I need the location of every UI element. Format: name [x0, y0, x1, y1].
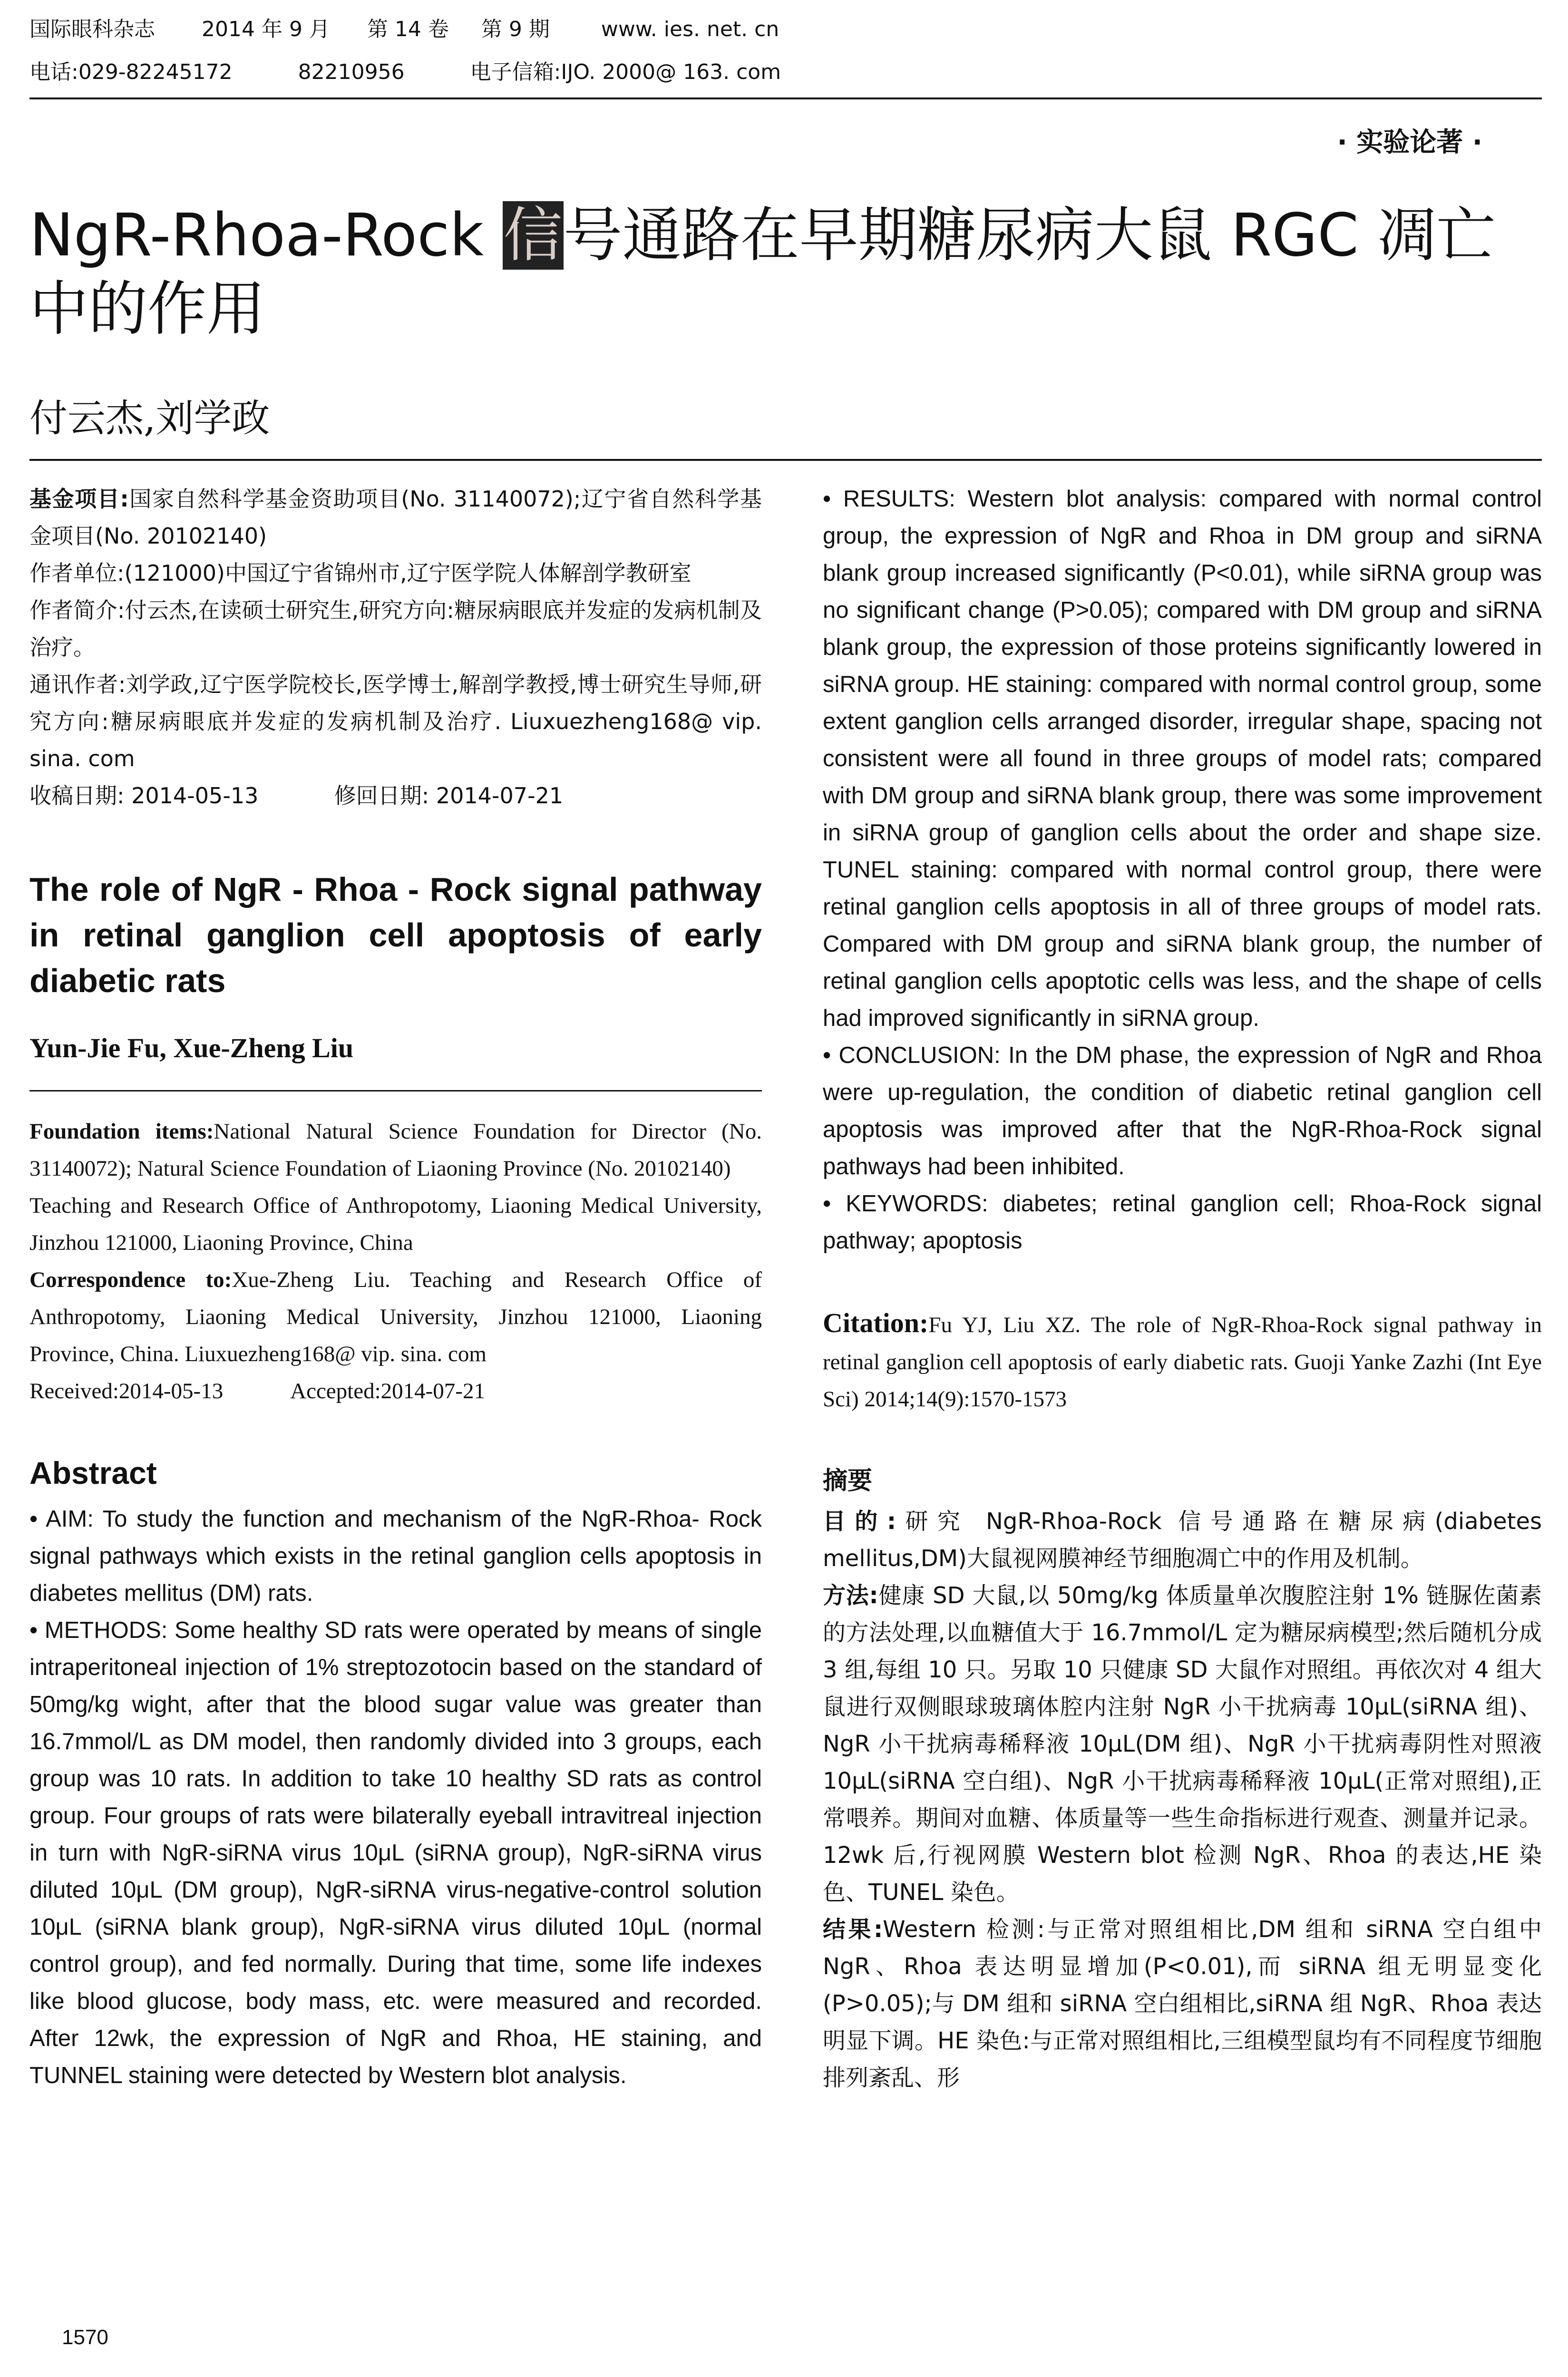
citation-text: Fu YJ, Liu XZ. The role of NgR-Rhoa-Rock signal pathway in retinal ganglion cell apoptosis of early diabetic rats. Guoji Yanke Zazhi (Int Eye Sci) 2014;14(9):1570-1573 — [823, 1313, 1542, 1412]
cn-affiliation: 作者单位:(121000)中国辽宁省锦州市,辽宁医学院人体解剖学教研室 — [29, 560, 691, 586]
issue-date: 2014 年 9 月 — [202, 17, 330, 41]
volume: 第 14 卷 — [367, 17, 449, 41]
title-cn-line2: 中的作用 — [29, 275, 266, 343]
en-affiliation: Teaching and Research Office of Anthropotomy, Liaoning Medical University, Jinzhou 121000, Liaoning Province, China — [29, 1193, 762, 1255]
abstract-en-left — [29, 1500, 762, 2094]
title-cn-prefix: NgR-Rhoa-Rock — [29, 201, 503, 270]
header-rule — [29, 97, 1542, 99]
right-column — [823, 480, 1542, 2096]
title-cn-suffix: 号通路在早期糖尿病大鼠 RGC 凋亡 — [563, 201, 1496, 270]
title-cn-line1 — [29, 200, 1495, 271]
cn-revised-date: 修回日期: 2014-07-21 — [334, 783, 564, 809]
authors-en: Yun-Jie Fu, Xue-Zheng Liu — [29, 1033, 354, 1063]
phone: 电话:029-82245172 — [29, 60, 233, 84]
abstract-heading: Abstract — [29, 1455, 157, 1490]
issue-number: 第 9 期 — [481, 17, 550, 41]
phone-2: 82210956 — [298, 60, 405, 84]
abstract-en-right — [823, 480, 1542, 1259]
abstract-keywords: • KEYWORDS: diabetes; retinal ganglion cell; Rhoa-Rock signal pathway; apoptosis — [823, 1191, 1542, 1254]
abstract-cn-aim: 目的:研究 NgR-Rhoa-Rock 信号通路在糖尿病(diabetes mellitus,DM)大鼠视网膜神经节细胞凋亡中的作用及机制。 — [823, 1508, 1542, 1572]
en-dates — [29, 1373, 762, 1410]
running-header-line2 — [29, 53, 781, 91]
abstract-cn-heading: 摘要 — [823, 1467, 873, 1495]
en-foundation: Foundation items:National Natural Science Foundation for Director (No. 31140072); Natural Science Foundation of Liaoning Province (No. 20102140) — [29, 1119, 762, 1181]
cn-metadata — [29, 480, 762, 814]
running-header-line1 — [29, 10, 779, 49]
journal-name: 国际眼科杂志 — [29, 17, 155, 41]
section-tag: · 实验论著 · — [1337, 127, 1482, 158]
left-column — [29, 480, 762, 2094]
cn-author-bio: 作者简介:付云杰,在读硕士研究生,研究方向:糖尿病眼底并发症的发病机制及治疗。 — [29, 597, 762, 660]
cn-foundation: 基金项目:国家自然科学基金资助项目(No. 31140072);辽宁省自然科学基金项目(No. 20102140) — [29, 486, 762, 549]
authors-rule — [29, 1090, 762, 1091]
en-metadata — [29, 1113, 762, 1410]
authors-cn: 付云杰,刘学政 — [29, 396, 270, 440]
abstract-results: • RESULTS: Western blot analysis: compared with normal control group, the expression of NgR and Rhoa in DM group and siRNA blank group increased significantly (P<0.01), while siRNA group was no significant change (P>0.05); compared with DM group and siRNA blank group, the expression of those proteins significantly lowered in siRNA group. HE staining: compared with normal control group, some extent ganglion cells arranged disorder, irregular shape, spacing not consistent were all found in three groups of model rats; compared with DM group and siRNA blank group, there was some improvement in siRNA group of ganglion cells about the order and shape size. TUNEL staining: compared with normal control group, there were retinal ganglion cells apoptosis in all of three groups of model rats. Compared with DM group and siRNA blank group, the number of retinal ganglion cells apoptotic cells was less, and the shape of cells had improved significantly in siRNA group. — [823, 486, 1542, 1031]
journal-website[interactable]: www. ies. net. cn — [601, 17, 779, 41]
title-rule — [29, 459, 1542, 461]
citation-label: Citation: — [823, 1307, 929, 1338]
abstract-aim: • AIM: To study the function and mechanism of the NgR-Rhoa- Rock signal pathways which exists in the retinal ganglion cells apoptosis in diabetes mellitus (DM) rats. — [29, 1506, 762, 1606]
title-cn-highlight: 信 — [503, 201, 563, 270]
page-number: 1570 — [62, 2326, 108, 2349]
en-correspondence: Correspondence to:Xue-Zheng Liu. Teaching and Research Office of Anthropotomy, Liaoning Medical University, Jinzhou 121000, Liaoning Province, China. Liuxuezheng168@ vip. sina. com — [29, 1267, 762, 1366]
abstract-cn-methods: 方法:健康 SD 大鼠,以 50mg/kg 体质量单次腹腔注射 1% 链脲佐菌素的方法处理,以血糖值大于 16.7mmol/L 定为糖尿病模型;然后随机分成 3 组,每组 10 只。另取 10 只健康 SD 大鼠作对照组。再依次对 4 组大鼠进行双侧眼球玻璃体腔内注射 NgR 小干扰病毒 10μL(siRNA 组)、NgR 小干扰病毒稀释液 10μL(DM 组)、NgR 小干扰病毒阴性对照液 10μL(siRNA 空白组)、NgR 小干扰病毒稀释液 10μL(正常对照组),正常喂养。期间对血糖、体质量等一些生命指标进行观查、测量并记录。12wk 后,行视网膜 Western blot 检测 NgR、Rhoa 的表达,HE 染色、TUNEL 染色。 — [823, 1582, 1542, 1906]
citation — [823, 1305, 1542, 1418]
abstract-conclusion: • CONCLUSION: In the DM phase, the expression of NgR and Rhoa were up-regulation, the condition of diabetic retinal ganglion cell apoptosis was improved after that the NgR-Rhoa-Rock signal pathways had been inhibited. — [823, 1042, 1542, 1179]
abstract-cn-body — [823, 1503, 1542, 2096]
title-en: The role of NgR - Rhoa - Rock signal pathway in retinal ganglion cell apoptosis of early diabetic rats — [29, 871, 762, 999]
abstract-methods: • METHODS: Some healthy SD rats were operated by means of single intraperitoneal injection of 1% streptozotocin based on the standard of 50mg/kg wight, after that the blood sugar value was greater than 16.7mmol/L as DM model, then randomly divided into 3 groups, each group was 10 rats. In addition to take 10 healthy SD rats as control group. Four groups of rats were bilaterally eyeball intravitreal injection in turn with NgR-siRNA virus 10μL (siRNA group), NgR-siRNA virus diluted 10μL (DM group), NgR-siRNA virus-negative-control solution 10μL (siRNA blank group), NgR-siRNA virus diluted 10μL (normal control group), and fed normally. During that time, some life indexes like blood glucose, body mass, etc. were measured and recorded. After 12wk, the expression of NgR and Rhoa, HE staining, and TUNNEL staining were detected by Western blot analysis. — [29, 1617, 762, 2088]
en-accepted-date: Accepted:2014-07-21 — [290, 1379, 485, 1403]
cn-received-date: 收稿日期: 2014-05-13 — [29, 783, 259, 809]
en-received-date: Received:2014-05-13 — [29, 1379, 224, 1403]
cn-dates — [29, 777, 762, 814]
abstract-cn-results: 结果:Western 检测:与正常对照组相比,DM 组和 siRNA 空白组中 NgR、Rhoa 表达明显增加(P<0.01),而 siRNA 组无明显变化(P>0.05);与 DM 组和 siRNA 空白组相比,siRNA 组 NgR、Rhoa 表达明显下调。HE 染色:与正常对照组相比,三组模型鼠均有不同程度节细胞排列紊乱、形 — [823, 1916, 1542, 2091]
cn-correspondence: 通讯作者:刘学政,辽宁医学院校长,医学博士,解剖学教授,博士研究生导师,研究方向:糖尿病眼底并发症的发病机制及治疗. Liuxuezheng168@ vip. sina. com — [29, 672, 762, 771]
contact-email[interactable]: 电子信箱:IJO. 2000@ 163. com — [470, 60, 781, 84]
